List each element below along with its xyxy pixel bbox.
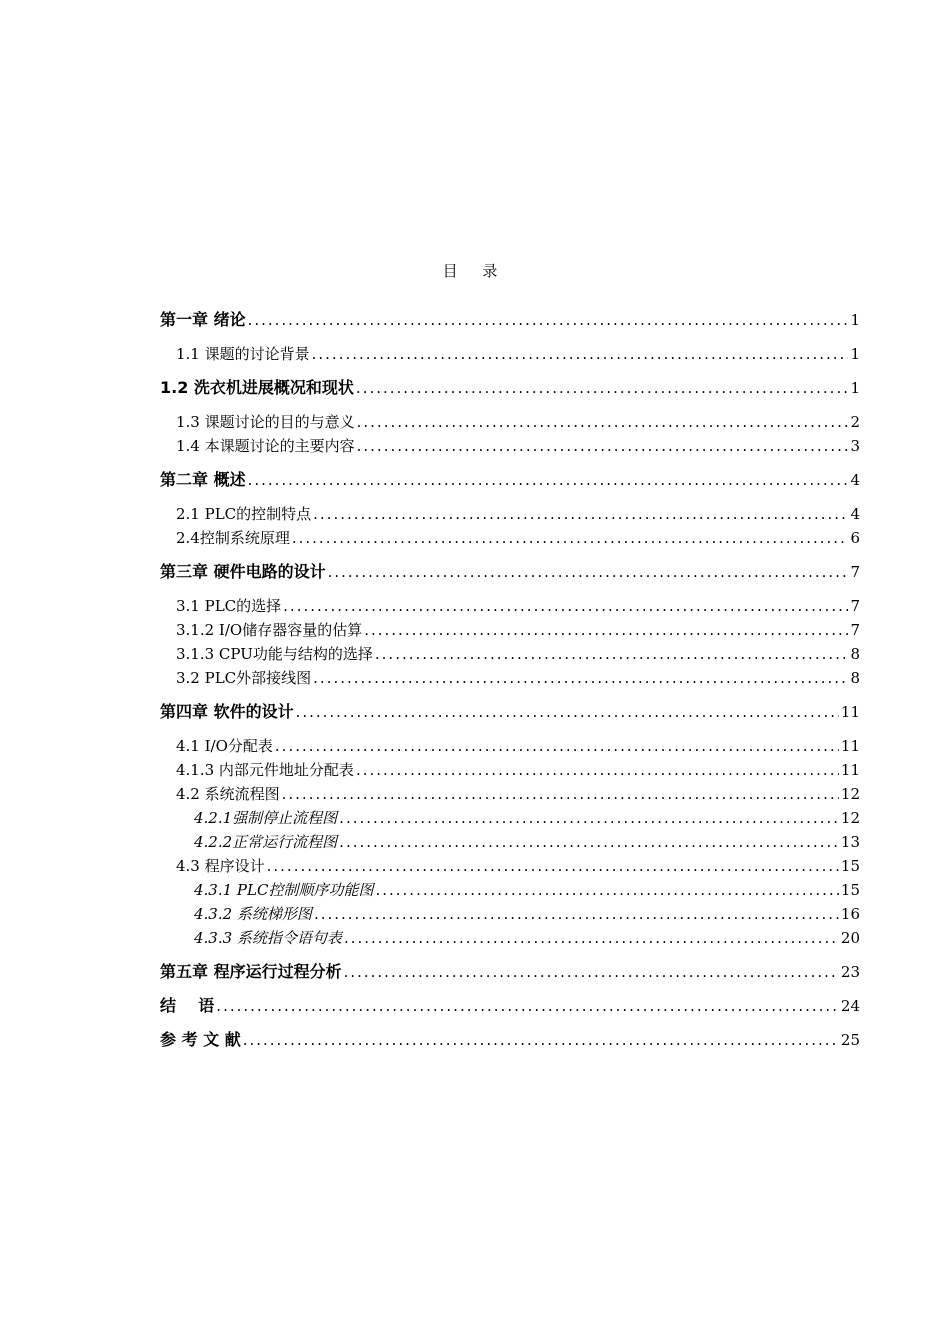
toc-dot-leader: [364, 618, 848, 642]
toc-dot-leader: [314, 902, 839, 926]
toc-page-number: 12: [840, 785, 860, 803]
toc-page-number: 16: [840, 905, 860, 923]
toc-dot-leader: [282, 782, 839, 806]
toc-page-number: 25: [840, 1031, 860, 1049]
toc-entry-4-3-2[interactable]: [160, 902, 860, 926]
toc-page-number: 8: [850, 669, 860, 687]
toc-entry-2-4[interactable]: [160, 526, 860, 550]
toc-entry-label: 4.3 程序设计: [176, 857, 265, 875]
toc-entry-label: 第一章 绪论: [160, 310, 246, 329]
toc-page-number: 15: [840, 881, 860, 899]
toc-page-number: 1: [850, 379, 860, 397]
toc-dot-leader: [216, 994, 839, 1018]
toc-entry-3-1[interactable]: [160, 594, 860, 618]
toc-entry-1-2[interactable]: [160, 376, 860, 400]
toc-entry-chapter-2[interactable]: [160, 468, 860, 492]
toc-entry-chapter-4[interactable]: [160, 700, 860, 724]
toc-page-number: 3: [850, 437, 860, 455]
toc-page-number: 2: [850, 413, 860, 431]
toc-entry-label: 4.2.2正常运行流程图: [194, 833, 338, 851]
toc-entry-chapter-5[interactable]: [160, 960, 860, 984]
toc-dot-leader: [344, 926, 839, 950]
toc-entry-label: 3.1.2 I/O储存器容量的估算: [176, 621, 363, 639]
toc-entry-label: 2.4控制系统原理: [176, 529, 290, 547]
toc-entry-label: 2.1 PLC的控制特点: [176, 505, 312, 523]
toc-entry-references[interactable]: [160, 1028, 860, 1052]
toc-dot-leader: [292, 526, 849, 550]
toc-entry-4-2[interactable]: [160, 782, 860, 806]
toc-page-number: 23: [840, 963, 860, 981]
toc-page-number: 13: [840, 833, 860, 851]
toc-entry-label: 1.2 洗衣机进展概况和现状: [160, 378, 354, 397]
toc-entry-label: 3.1 PLC的选择: [176, 597, 282, 615]
toc-entry-3-2[interactable]: [160, 666, 860, 690]
toc-page-number: 11: [840, 761, 860, 779]
toc-dot-leader: [248, 468, 849, 492]
toc-entry-chapter-1[interactable]: [160, 308, 860, 332]
toc-dot-leader: [356, 758, 839, 782]
toc-page-number: 11: [840, 703, 860, 721]
toc-entry-label: 参 考 文 献: [160, 1030, 241, 1049]
toc-dot-leader: [344, 960, 839, 984]
toc-entry-4-3-3[interactable]: [160, 926, 860, 950]
toc-dot-leader: [328, 560, 849, 584]
toc-entry-label: 4.3.1 PLC控制顺序功能图: [194, 881, 374, 899]
toc-entry-label: 4.2.1强制停止流程图: [194, 809, 338, 827]
toc-page-number: 24: [840, 997, 860, 1015]
toc-entry-1-1[interactable]: [160, 342, 860, 366]
toc-page-number: 11: [840, 737, 860, 755]
toc-entry-label: 4.2 系统流程图: [176, 785, 280, 803]
toc-dot-leader: [283, 594, 848, 618]
toc-entry-label: 4.3.3 系统指令语句表: [194, 929, 342, 947]
toc-dot-leader: [313, 666, 848, 690]
toc-entry-label: 3.2 PLC外部接线图: [176, 669, 312, 687]
toc-dot-leader: [267, 854, 839, 878]
toc-dot-leader: [339, 806, 839, 830]
toc-entry-3-1-2[interactable]: [160, 618, 860, 642]
toc-page-number: 7: [850, 621, 860, 639]
toc-dot-leader: [275, 734, 839, 758]
toc-entry-label: 结 语: [160, 996, 215, 1015]
toc-entry-chapter-3[interactable]: [160, 560, 860, 584]
toc-page-number: 8: [850, 645, 860, 663]
toc-page-number: 12: [840, 809, 860, 827]
toc-page-number: 6: [850, 529, 860, 547]
toc-entry-label: 第二章 概述: [160, 470, 246, 489]
toc-entry-label: 4.3.2 系统梯形图: [194, 905, 312, 923]
toc-title: 目 录: [442, 262, 508, 280]
toc-dot-leader: [339, 830, 839, 854]
toc-entry-4-1[interactable]: [160, 734, 860, 758]
toc-entry-4-3[interactable]: [160, 854, 860, 878]
toc-entry-2-1[interactable]: [160, 502, 860, 526]
toc-page-number: 4: [850, 471, 860, 489]
toc-dot-leader: [248, 308, 849, 332]
toc-entry-4-3-1[interactable]: [160, 878, 860, 902]
toc-dot-leader: [243, 1028, 839, 1052]
toc-page-number: 7: [850, 597, 860, 615]
toc-entry-label: 1.4 本课题讨论的主要内容: [176, 437, 355, 455]
toc-dot-leader: [312, 342, 849, 366]
toc-page-number: 1: [850, 311, 860, 329]
toc-page-number: 1: [850, 345, 860, 363]
toc-entry-4-2-2[interactable]: [160, 830, 860, 854]
toc-dot-leader: [357, 434, 849, 458]
toc-entry-1-3[interactable]: [160, 410, 860, 434]
toc-page-number: 4: [850, 505, 860, 523]
toc-dot-leader: [313, 502, 848, 526]
toc-entry-label: 第五章 程序运行过程分析: [160, 962, 342, 981]
toc-entry-label: 4.1 I/O分配表: [176, 737, 273, 755]
toc-entry-label: 第三章 硬件电路的设计: [160, 562, 326, 581]
toc-page-number: 7: [850, 563, 860, 581]
toc-entry-label: 1.1 课题的讨论背景: [176, 345, 310, 363]
toc-entry-label: 4.1.3 内部元件地址分配表: [176, 761, 354, 779]
toc-page-number: 20: [840, 929, 860, 947]
toc-entry-4-2-1[interactable]: [160, 806, 860, 830]
toc-dot-leader: [375, 642, 849, 666]
toc-dot-leader: [375, 878, 838, 902]
toc-entry-label: 1.3 课题讨论的目的与意义: [176, 413, 355, 431]
toc-entry-label: 第四章 软件的设计: [160, 702, 294, 721]
toc-list: [160, 308, 860, 1052]
toc-entry-4-1-3[interactable]: [160, 758, 860, 782]
toc-dot-leader: [357, 410, 849, 434]
toc-dot-leader: [356, 376, 849, 400]
toc-entry-1-4[interactable]: [160, 434, 860, 458]
toc-entry-3-1-3[interactable]: [160, 642, 860, 666]
toc-entry-label: 3.1.3 CPU功能与结构的选择: [176, 645, 373, 663]
toc-dot-leader: [296, 700, 839, 724]
toc-entry-conclusion[interactable]: [160, 994, 860, 1018]
toc-page-number: 15: [840, 857, 860, 875]
